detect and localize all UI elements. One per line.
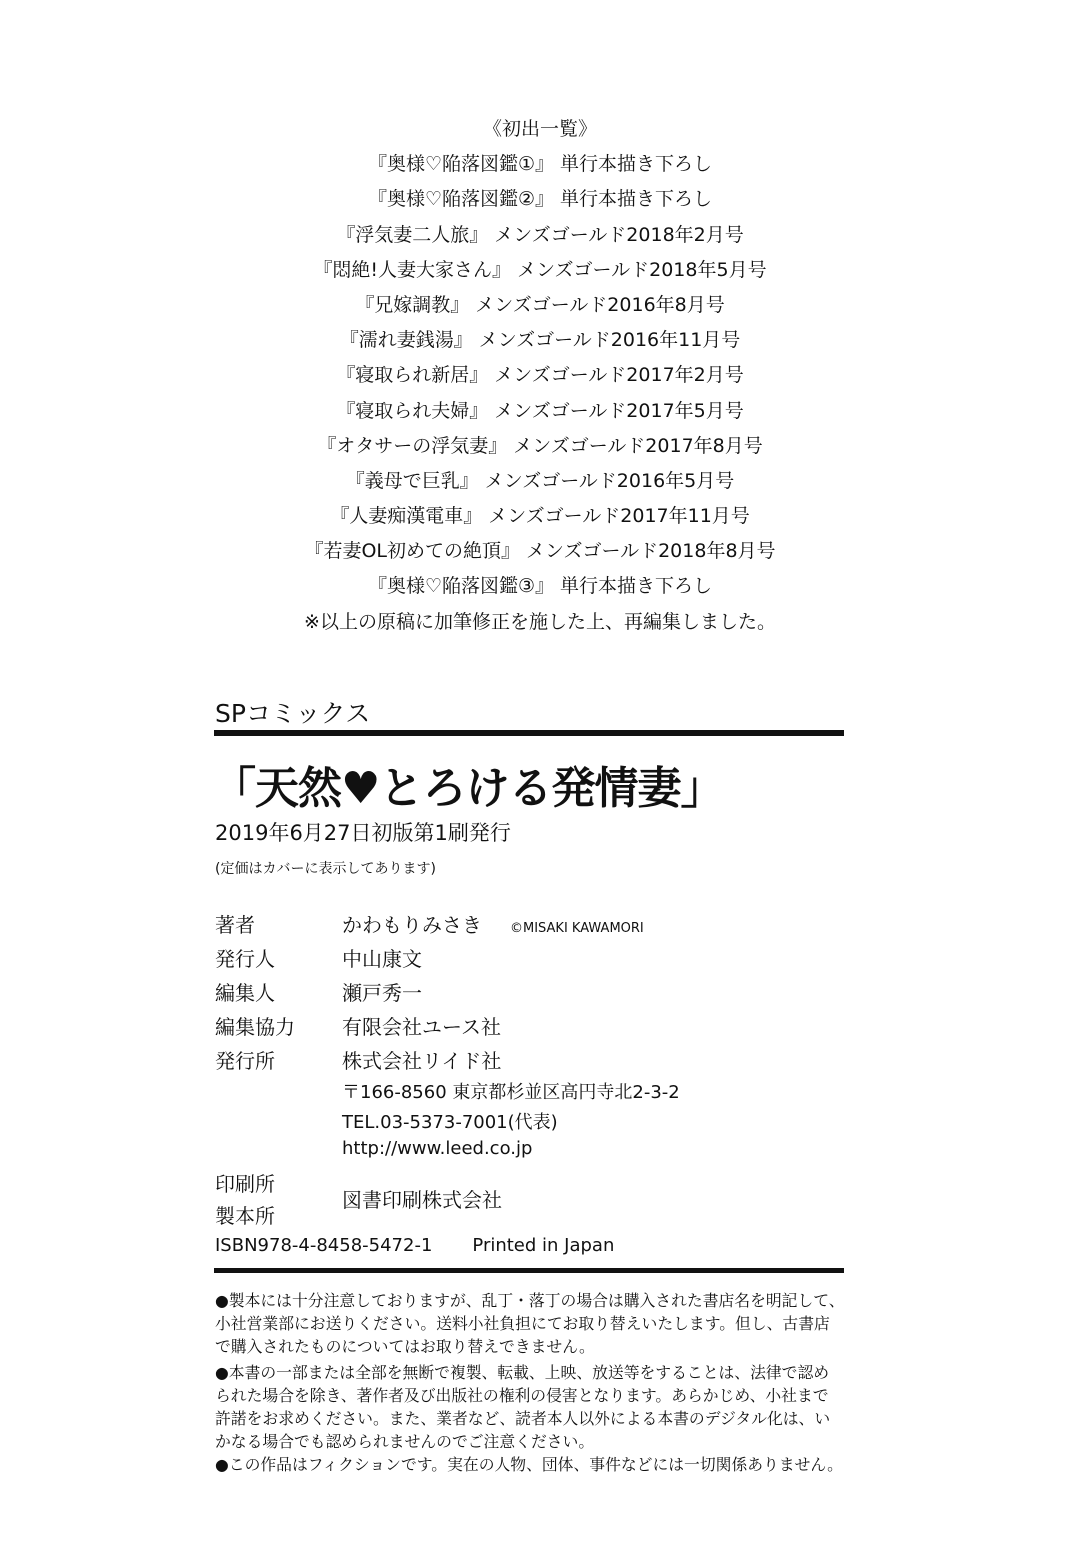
notice-line: ●本書の一部または全部を無断で複製、転載、上映、放送等をすることは、法律で認め — [215, 1362, 830, 1382]
divider — [214, 1268, 844, 1273]
price-note: (定価はカバーに表示してあります) — [215, 861, 436, 877]
credits-note: ※以上の原稿に加筆修正を施した上、再編集しました。 — [304, 610, 776, 633]
credit-item: 『奥様♡陥落図鑑②』 単行本描き下ろし — [367, 188, 713, 211]
credit-item: 『寝取られ夫婦』 メンズゴールド2017年5月号 — [336, 399, 744, 422]
divider — [214, 730, 844, 736]
credit-item: 『濡れ妻銭湯』 メンズゴールド2016年11月号 — [339, 329, 741, 352]
notices — [215, 1289, 855, 1477]
credit-item: 『兄嫁調教』 メンズゴールド2016年8月号 — [355, 293, 725, 316]
printed-in: Printed in Japan — [472, 1235, 615, 1256]
printer-label: 印刷所 — [215, 1172, 275, 1196]
notice-line: 許諾をお求めください。また、業者など、読者本人以外による本書のデジタル化は、い — [215, 1408, 831, 1428]
publisher: 株式会社リイド社 — [342, 1049, 502, 1073]
isbn-row — [215, 1235, 614, 1256]
credit-item: 『奥様♡陥落図鑑①』 単行本描き下ろし — [367, 153, 713, 176]
cooperation: 有限会社ユース社 — [342, 1015, 501, 1039]
binder-label: 製本所 — [215, 1204, 275, 1228]
author-label: 著者 — [215, 913, 255, 937]
notice-line: 小社営業部にお送りください。送料小社負担にてお取り替えいたします。但し、古書店 — [215, 1314, 830, 1334]
book-title: 「天然♥とろける発情妻」 — [212, 763, 724, 814]
publish-date: 2019年6月27日初版第1刷発行 — [215, 821, 511, 845]
printer: 図書印刷株式会社 — [342, 1188, 502, 1212]
isbn: ISBN978-4-8458-5472-1 — [215, 1235, 433, 1256]
cooperation-row — [215, 1011, 501, 1040]
editor: 瀬戸秀一 — [342, 981, 422, 1005]
notice-line: られた場合を除き、著作者及び出版社の権利の侵害となります。あらかじめ、小社まで — [215, 1385, 829, 1405]
website-link[interactable]: http://www.leed.co.jp — [342, 1138, 533, 1159]
telephone: TEL.03-5373-7001(代表) — [342, 1112, 558, 1133]
series-name: SPコミックス — [215, 699, 371, 728]
credit-item: 『悶絶!人妻大家さん』 メンズゴールド2018年5月号 — [313, 258, 767, 281]
copyright: ©MISAKI KAWAMORI — [510, 921, 644, 936]
publisher-label: 発行所 — [215, 1049, 275, 1073]
editor-row — [215, 977, 422, 1006]
publisher-person: 中山康文 — [342, 947, 422, 971]
credit-item: 『浮気妻二人旅』 メンズゴールド2018年2月号 — [336, 223, 744, 246]
editor-label: 編集人 — [215, 981, 275, 1005]
author-row — [215, 909, 644, 938]
credit-item: 『オタサーの浮気妻』 メンズゴールド2017年8月号 — [317, 434, 763, 457]
address: 〒166-8560 東京都杉並区高円寺北2-3-2 — [342, 1082, 680, 1103]
credits-heading: 《初出一覧》 — [482, 118, 597, 140]
credit-item: 『義母で巨乳』 メンズゴールド2016年5月号 — [345, 469, 735, 492]
credit-item: 『若妻OL初めての絶頂』 メンズゴールド2018年8月号 — [304, 540, 776, 563]
credit-item: 『寝取られ新居』 メンズゴールド2017年2月号 — [336, 364, 744, 387]
first-appearance-list — [0, 112, 1080, 640]
credit-item: 『人妻痴漢電車』 メンズゴールド2017年11月号 — [330, 505, 750, 528]
author: かわもりみさき — [342, 913, 482, 937]
publisher-person-row — [215, 943, 422, 972]
cooperation-label: 編集協力 — [215, 1015, 295, 1039]
publisher-row — [215, 1045, 501, 1074]
notice-line: かなる場合でも認められませんのでご注意ください。 — [215, 1432, 595, 1452]
credit-item: 『奥様♡陥落図鑑③』 単行本描き下ろし — [367, 575, 713, 598]
notice-line: ●この作品はフィクションです。実在の人物、団体、事件などには一切関係ありません。 — [215, 1455, 843, 1475]
notice-line: で購入されたものについてはお取り替えできません。 — [215, 1337, 595, 1357]
publisher-person-label: 発行人 — [215, 947, 275, 971]
notice-line: ●製本には十分注意しておりますが、乱丁・落丁の場合は購入された書店名を明記して、 — [215, 1291, 845, 1310]
